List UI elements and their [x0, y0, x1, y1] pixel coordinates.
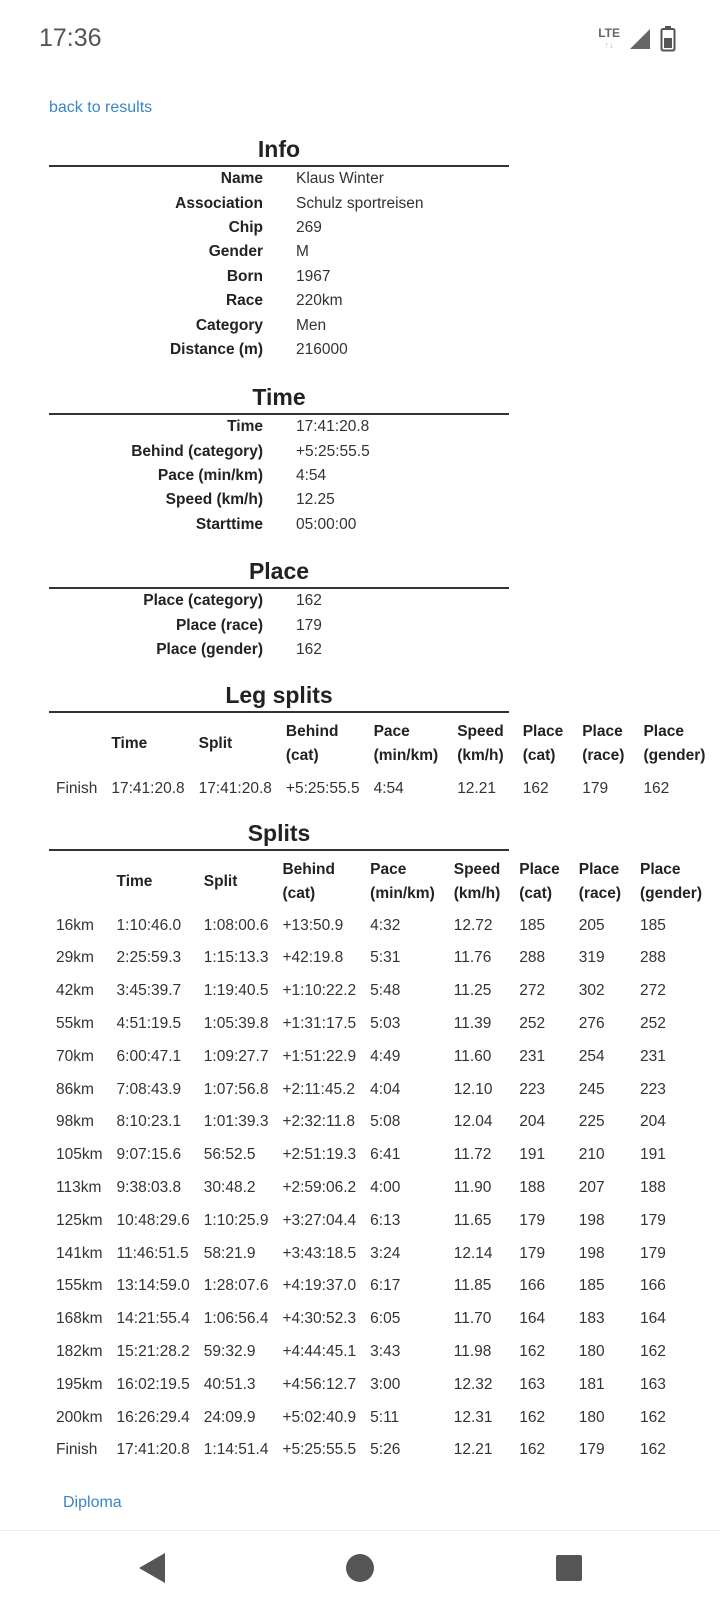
table-cell: 1:05:39.8 [203, 1015, 269, 1033]
column-header-line2: (km/h) [457, 747, 504, 765]
column-header-line1: Place [643, 723, 684, 741]
column-header-line2: (min/km) [370, 885, 435, 903]
info-row [49, 313, 509, 337]
field-value: Men [296, 316, 327, 334]
table-cell: 185 [578, 1277, 605, 1295]
table-cell: 24:09.9 [203, 1408, 256, 1426]
table-cell: 162 [519, 1441, 546, 1459]
column-header [447, 855, 513, 909]
table-cell: 11.39 [453, 1015, 492, 1033]
table-cell: 245 [578, 1080, 605, 1098]
column-header-line1: Time [111, 735, 148, 753]
table-cell: 70km [56, 1047, 94, 1065]
table-cell: 163 [519, 1375, 546, 1393]
table-cell: 12.32 [453, 1375, 493, 1393]
table-cell: 225 [578, 1113, 605, 1131]
table-cell: 4:49 [370, 1047, 401, 1065]
table-cell: 1:10:46.0 [116, 916, 182, 934]
navigation-bar [0, 1530, 720, 1613]
table-cell: 1:07:56.8 [203, 1080, 269, 1098]
recents-icon[interactable] [554, 1551, 584, 1585]
info-row [49, 289, 509, 313]
table-row [49, 1139, 714, 1172]
field-value: Klaus Winter [296, 170, 384, 188]
table-cell: 9:07:15.6 [116, 1146, 182, 1164]
column-header [192, 717, 279, 771]
table-cell: 55km [56, 1015, 94, 1033]
table-cell: 58:21.9 [203, 1244, 256, 1262]
table-cell: 1:09:27.7 [203, 1047, 269, 1065]
table-cell: 1:14:51.4 [203, 1441, 269, 1459]
place-row [49, 589, 509, 613]
column-header [633, 855, 714, 909]
table-cell: 1:06:56.4 [203, 1310, 269, 1328]
column-header [367, 717, 451, 771]
table-cell: 179 [578, 1441, 605, 1459]
field-label: Place (category) [143, 592, 263, 610]
table-cell: 5:26 [370, 1441, 401, 1459]
column-header-line2: (min/km) [373, 747, 439, 765]
table-cell: +4:44:45.1 [282, 1343, 357, 1360]
column-header-line1: Pace [373, 723, 410, 741]
table-cell: 185 [640, 916, 666, 934]
field-label: Chip [228, 218, 263, 236]
table-cell: +3:27:04.4 [282, 1211, 357, 1229]
table-cell: 12.10 [453, 1080, 493, 1098]
table-cell: 1:01:39.3 [203, 1113, 269, 1131]
table-cell: 17:41:20.8 [111, 780, 185, 798]
field-value: 216000 [296, 340, 348, 358]
column-header-line1: Place [522, 723, 564, 741]
column-header [512, 855, 572, 909]
table-cell: +2:51:19.3 [282, 1146, 357, 1164]
table-cell: 11.60 [453, 1047, 492, 1065]
field-value: 4:54 [296, 467, 327, 485]
field-value: 1967 [296, 267, 331, 285]
table-cell: 42km [56, 982, 94, 1000]
table-cell: 302 [578, 982, 605, 1000]
table-cell: 12.14 [453, 1244, 493, 1262]
column-header [104, 717, 191, 771]
field-label: Pace (min/km) [157, 467, 263, 485]
table-cell: 5:03 [370, 1015, 401, 1033]
column-header-line2: (race) [578, 885, 621, 903]
table-cell: 11.65 [453, 1211, 492, 1229]
column-header [363, 855, 447, 909]
table-cell: 231 [640, 1047, 666, 1065]
battery-icon [660, 26, 676, 52]
field-label: Speed (km/h) [165, 491, 263, 509]
table-cell: +5:25:55.5 [285, 780, 360, 798]
column-header [275, 855, 363, 909]
table-cell: 56:52.5 [203, 1146, 256, 1164]
time-table [49, 415, 509, 537]
table-cell: +13:50.9 [282, 916, 344, 934]
field-label: Born [226, 267, 263, 285]
column-header [516, 717, 576, 771]
table-row [49, 1303, 714, 1336]
diploma-link[interactable]: Diploma [63, 1494, 122, 1511]
column-header-line1: Place [519, 861, 560, 879]
table-cell: 180 [578, 1408, 605, 1426]
column-header-line2: (race) [582, 747, 625, 765]
table-cell: 162 [519, 1408, 546, 1426]
table-cell: 5:08 [370, 1113, 401, 1131]
table-cell: +3:43:18.5 [282, 1244, 357, 1262]
time-row [49, 488, 509, 512]
table-cell: 252 [519, 1015, 546, 1033]
table-cell: 155km [56, 1277, 103, 1295]
place-title: Place [49, 558, 509, 589]
place-row [49, 638, 509, 662]
table-cell: 11.25 [453, 982, 492, 1000]
column-header-line2: (cat) [285, 747, 319, 765]
table-cell: 204 [519, 1113, 546, 1131]
table-cell: 198 [578, 1211, 605, 1229]
table-cell: 272 [519, 982, 546, 1000]
table-cell: 12.04 [453, 1113, 493, 1131]
field-value: 162 [296, 641, 322, 659]
table-cell: 16:02:19.5 [116, 1375, 190, 1393]
field-value: 17:41:20.8 [296, 418, 370, 436]
table-cell: +4:30:52.3 [282, 1310, 357, 1328]
table-cell: 3:00 [370, 1375, 401, 1393]
table-cell: +5:25:55.5 [282, 1441, 357, 1459]
table-cell: 5:31 [370, 949, 401, 967]
table-cell: 163 [640, 1375, 666, 1393]
table-cell: 12.72 [453, 916, 493, 934]
table-cell: 9:38:03.8 [116, 1179, 182, 1197]
table-cell: 179 [519, 1211, 546, 1229]
header-row [49, 855, 714, 909]
table-cell: 276 [578, 1015, 605, 1033]
field-label: Behind (category) [131, 442, 263, 460]
column-header-line1: Time [116, 873, 153, 891]
table-cell: 4:32 [370, 916, 401, 934]
table-cell: 11.72 [453, 1146, 492, 1164]
field-label: Name [220, 170, 263, 188]
table-cell: 166 [519, 1277, 546, 1295]
table-cell: 105km [56, 1146, 103, 1164]
table-cell: +42:19.8 [282, 949, 344, 967]
table-cell: 11.85 [453, 1277, 492, 1295]
table-cell: 4:51:19.5 [116, 1015, 182, 1033]
column-header-line1: Split [203, 873, 238, 891]
table-cell: 198 [578, 1244, 605, 1262]
table-cell: 166 [640, 1277, 666, 1295]
info-title: Info [49, 136, 509, 167]
field-value: 269 [296, 218, 322, 236]
info-row [49, 240, 509, 264]
field-label: Distance (m) [169, 340, 263, 358]
table-cell: 8:10:23.1 [116, 1113, 182, 1131]
home-icon[interactable] [344, 1551, 376, 1585]
table-cell: 5:48 [370, 982, 401, 1000]
table-row [49, 771, 717, 807]
column-header-line1: Speed [457, 723, 504, 741]
column-header-line1: Place [578, 861, 620, 879]
status-icons [598, 26, 676, 52]
field-value: Schulz sportreisen [296, 194, 424, 212]
column-header-line1: Split [198, 735, 233, 753]
column-header [575, 717, 636, 771]
table-cell: 288 [640, 949, 666, 967]
result-details [49, 136, 709, 1467]
table-cell: 188 [519, 1179, 546, 1197]
field-label: Race [225, 292, 263, 310]
table-cell: 162 [640, 1441, 666, 1459]
column-header [49, 855, 110, 909]
table-cell: 14:21:55.4 [116, 1310, 190, 1328]
table-row [49, 1172, 714, 1205]
table-cell: 11.90 [453, 1179, 492, 1197]
table-cell: 254 [578, 1047, 605, 1065]
time-row [49, 415, 509, 439]
table-cell: +4:56:12.7 [282, 1375, 357, 1393]
table-cell: 231 [519, 1047, 546, 1065]
table-cell: 12.31 [453, 1408, 493, 1426]
field-label: Gender [208, 243, 263, 261]
table-cell: 179 [640, 1244, 666, 1262]
field-value: 05:00:00 [296, 515, 357, 533]
table-cell: +1:51:22.9 [282, 1047, 357, 1065]
table-cell: 11:46:51.5 [116, 1244, 189, 1262]
column-header-line1: Place [582, 723, 623, 741]
table-cell: +2:11:45.2 [282, 1080, 355, 1098]
place-row [49, 613, 509, 637]
table-row [49, 1237, 714, 1270]
column-header-line1: Speed [453, 861, 501, 879]
table-row [49, 1401, 714, 1434]
field-value: 220km [296, 292, 343, 310]
table-cell: 164 [519, 1310, 546, 1328]
table-cell: 162 [643, 780, 670, 798]
column-header [197, 855, 276, 909]
field-value: 179 [296, 616, 322, 634]
table-cell: 207 [578, 1179, 605, 1197]
time-row [49, 464, 509, 488]
table-cell: 162 [640, 1343, 666, 1360]
table-cell: 11.98 [453, 1343, 492, 1360]
table-cell: 204 [640, 1113, 666, 1131]
column-header-line2: (cat) [519, 885, 552, 903]
table-cell: 12.21 [453, 1441, 493, 1459]
field-label: Category [195, 316, 263, 334]
status-time: 17:36 [39, 24, 102, 52]
column-header [572, 855, 633, 909]
table-row [49, 1040, 714, 1073]
table-cell: 13:14:59.0 [116, 1277, 190, 1295]
table-cell: 6:17 [370, 1277, 401, 1295]
time-row [49, 440, 509, 464]
table-cell: 6:05 [370, 1310, 401, 1328]
leg-splits-title: Leg splits [49, 682, 509, 713]
table-cell: 181 [578, 1375, 605, 1393]
splits-table [49, 855, 714, 1467]
table-row [49, 942, 714, 975]
column-header-line1: Place [640, 861, 681, 879]
time-row [49, 513, 509, 537]
table-cell: 59:32.9 [203, 1343, 256, 1360]
table-row [49, 1434, 714, 1467]
table-cell: 17:41:20.8 [116, 1441, 190, 1459]
column-header-line2: (cat) [282, 885, 316, 903]
table-cell: 6:00:47.1 [116, 1047, 182, 1065]
table-cell: 200km [56, 1408, 103, 1426]
table-cell: 210 [578, 1146, 605, 1164]
table-cell: 195km [56, 1375, 103, 1393]
table-cell: +2:32:11.8 [282, 1113, 355, 1131]
table-cell: 12.21 [457, 780, 496, 798]
table-cell: 179 [519, 1244, 546, 1262]
header-row [49, 717, 717, 771]
table-cell: 179 [582, 780, 609, 798]
status-bar [0, 0, 720, 84]
table-cell: 164 [640, 1310, 666, 1328]
table-cell: 40:51.3 [203, 1375, 256, 1393]
table-cell: 4:54 [373, 780, 404, 798]
table-cell: 183 [578, 1310, 605, 1328]
field-label: Place (gender) [156, 641, 263, 659]
table-cell: 223 [519, 1080, 546, 1098]
info-row [49, 265, 509, 289]
column-header-line2: (km/h) [453, 885, 501, 903]
leg-splits-table [49, 717, 717, 807]
table-row [49, 1270, 714, 1303]
time-title: Time [49, 384, 509, 415]
table-cell: 30:48.2 [203, 1179, 256, 1197]
table-cell: 1:10:25.9 [203, 1211, 269, 1229]
table-cell: 223 [640, 1080, 666, 1098]
table-cell: +4:19:37.0 [282, 1277, 357, 1295]
info-table [49, 167, 509, 362]
field-value: +5:25:55.5 [296, 442, 370, 460]
field-label: Time [227, 418, 263, 436]
table-cell: 191 [519, 1146, 546, 1164]
table-cell: 2:25:59.3 [116, 949, 182, 967]
table-row [49, 1204, 714, 1237]
column-header [49, 717, 104, 771]
table-cell: +1:10:22.2 [282, 982, 357, 1000]
table-cell: 205 [578, 916, 605, 934]
table-cell: 162 [519, 1343, 546, 1360]
table-row [49, 909, 714, 942]
table-cell: 7:08:43.9 [116, 1080, 182, 1098]
column-header [450, 717, 516, 771]
table-row [49, 1336, 714, 1369]
table-row [49, 1106, 714, 1139]
field-label: Association [175, 194, 263, 212]
table-cell: 17:41:20.8 [198, 780, 272, 798]
table-cell: 16:26:29.4 [116, 1408, 190, 1426]
table-cell: +1:31:17.5 [282, 1015, 357, 1033]
table-cell: 1:15:13.3 [203, 949, 269, 967]
table-row [49, 975, 714, 1008]
table-cell: 3:45:39.7 [116, 982, 182, 1000]
table-cell: 11.76 [453, 949, 492, 967]
table-cell: 180 [578, 1343, 605, 1360]
table-cell: 86km [56, 1080, 94, 1098]
table-row [49, 1368, 714, 1401]
column-header [636, 717, 717, 771]
back-to-results-link[interactable]: back to results [49, 99, 153, 116]
table-cell: 3:43 [370, 1343, 401, 1360]
table-cell: 98km [56, 1113, 94, 1131]
table-cell: 319 [578, 949, 605, 967]
table-cell: 29km [56, 949, 94, 967]
table-cell: 252 [640, 1015, 666, 1033]
table-cell: 162 [640, 1408, 666, 1426]
field-label: Place (race) [175, 616, 263, 634]
table-cell: 11.70 [453, 1310, 492, 1328]
table-cell: 3:24 [370, 1244, 401, 1262]
column-header-line2: (gender) [640, 885, 702, 903]
table-cell: 162 [522, 780, 549, 798]
column-header-line2: (gender) [643, 747, 706, 765]
table-cell: 179 [640, 1211, 666, 1229]
table-row [49, 1073, 714, 1106]
column-header-line2: (cat) [522, 747, 556, 765]
table-cell: 168km [56, 1310, 103, 1328]
column-header [110, 855, 197, 909]
table-cell: 6:13 [370, 1211, 401, 1229]
table-cell: 5:11 [370, 1408, 400, 1426]
lte-icon: LTE ↑↓ [598, 26, 620, 50]
field-value: 162 [296, 592, 322, 610]
table-cell: 15:21:28.2 [116, 1343, 190, 1360]
table-cell: 4:04 [370, 1080, 401, 1098]
info-row [49, 338, 509, 362]
table-cell: 1:28:07.6 [203, 1277, 269, 1295]
table-cell: 125km [56, 1211, 103, 1229]
table-cell: 272 [640, 982, 666, 1000]
table-cell: 4:00 [370, 1179, 401, 1197]
table-cell: +5:02:40.9 [282, 1408, 357, 1426]
info-row [49, 167, 509, 191]
table-cell: 1:19:40.5 [203, 982, 269, 1000]
field-value: 12.25 [296, 491, 335, 509]
table-cell: 1:08:00.6 [203, 916, 269, 934]
table-cell: Finish [56, 1441, 98, 1459]
table-row [49, 1008, 714, 1041]
table-cell: 288 [519, 949, 546, 967]
field-label: Starttime [195, 515, 263, 533]
table-cell: 188 [640, 1179, 666, 1197]
table-cell: 113km [56, 1179, 102, 1197]
column-header-line1: Pace [370, 861, 407, 879]
info-row [49, 191, 509, 215]
column-header-line1: Behind [285, 723, 339, 741]
info-row [49, 216, 509, 240]
table-cell: 6:41 [370, 1146, 401, 1164]
signal-icon [628, 27, 652, 51]
table-cell: 10:48:29.6 [116, 1211, 190, 1229]
field-value: M [296, 243, 309, 261]
back-icon[interactable] [136, 1551, 168, 1585]
table-cell: 185 [519, 916, 546, 934]
table-cell: 141km [56, 1244, 103, 1262]
table-cell: 16km [56, 916, 94, 934]
table-cell: 191 [640, 1146, 666, 1164]
column-header-line1: Behind [282, 861, 335, 879]
table-cell: Finish [56, 780, 98, 798]
column-header [279, 717, 367, 771]
place-table [49, 589, 509, 662]
splits-title: Splits [49, 820, 509, 851]
table-cell: +2:59:06.2 [282, 1179, 357, 1197]
table-cell: 182km [56, 1343, 103, 1360]
